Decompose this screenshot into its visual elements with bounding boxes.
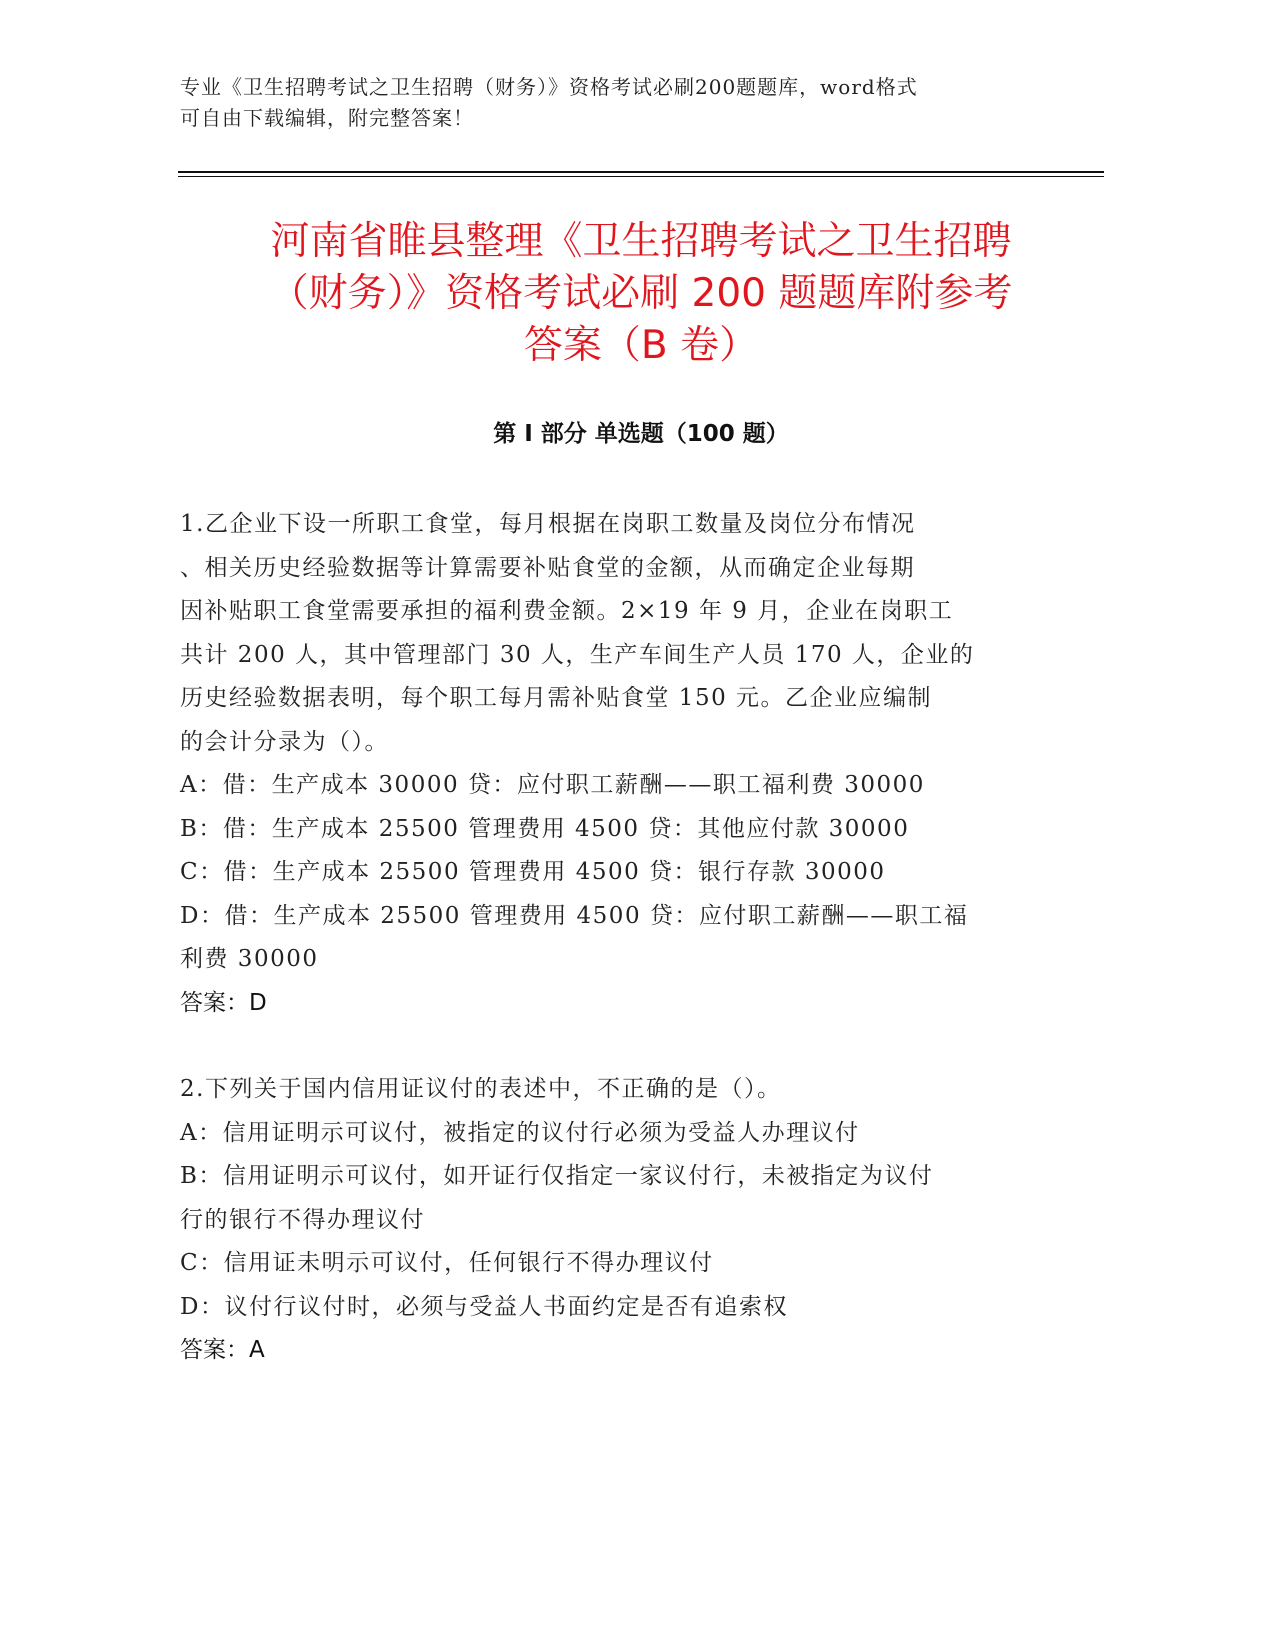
- answer-label: 答案：A: [180, 1337, 265, 1363]
- question-2: [180, 1068, 1030, 1373]
- document-title-line: （财务）》资格考试必刷 200 题题库附参考: [269, 271, 1013, 316]
- question-stem-line: 1.乙企业下设一所职工食堂，每月根据在岗职工数量及岗位分布情况: [180, 511, 916, 537]
- question-stem-line: 历史经验数据表明，每个职工每月需补贴食堂 150 元。乙企业应编制: [180, 685, 933, 711]
- answer-label: 答案：D: [180, 989, 267, 1016]
- header-divider-thin: [178, 176, 1104, 177]
- header-note-line: 可自由下载编辑，附完整答案！: [180, 106, 474, 130]
- header-note-line: 专业《卫生招聘考试之卫生招聘（财务）》资格考试必刷200题题库，word格式: [180, 75, 918, 99]
- option-b-continued: 行的银行不得办理议付: [180, 1206, 425, 1233]
- document-title-line: 河南省睢县整理《卫生招聘考试之卫生招聘: [270, 219, 1012, 264]
- question-1: [180, 503, 1030, 1025]
- section-title: 第 I 部分 单选题（100 题）: [493, 421, 789, 447]
- question-stem-line: 共计 200 人，其中管理部门 30 人，生产车间生产人员 170 人，企业的: [180, 641, 975, 668]
- option-d: D：议付行议付时，必须与受益人书面约定是否有追索权: [180, 1293, 788, 1320]
- option-c: C：信用证未明示可议付，任何银行不得办理议付: [180, 1250, 714, 1276]
- option-c: C：借：生产成本 25500 管理费用 4500 贷：银行存款 30000: [180, 859, 886, 885]
- option-b: B：借：生产成本 25500 管理费用 4500 贷：其他应付款 30000: [180, 815, 910, 842]
- option-a: A：信用证明示可议付，被指定的议付行必须为受益人办理议付: [180, 1119, 860, 1146]
- option-d-continued: 利费 30000: [180, 946, 319, 972]
- document-title-line: 答案（B 卷）: [523, 323, 759, 368]
- option-b: B：信用证明示可议付，如开证行仅指定一家议付行，未被指定为议付: [180, 1163, 934, 1189]
- question-stem-line: 2.下列关于国内信用证议付的表述中，不正确的是（）。: [180, 1076, 782, 1102]
- question-stem-line: 的会计分录为（）。: [180, 728, 389, 755]
- document-title: [178, 216, 1104, 372]
- question-list: [180, 503, 1030, 1373]
- header-note: [180, 72, 1030, 134]
- question-stem-line: 因补贴职工食堂需要承担的福利费金额。2×19 年 9 月，企业在岗职工: [180, 598, 954, 624]
- question-stem-line: 、相关历史经验数据等计算需要补贴食堂的金额，从而确定企业每期: [180, 554, 915, 581]
- option-d: D：借：生产成本 25500 管理费用 4500 贷：应付职工薪酬——职工福: [180, 902, 969, 929]
- header-divider: [178, 171, 1104, 173]
- option-a: A：借：生产成本 30000 贷：应付职工薪酬——职工福利费 30000: [180, 772, 925, 798]
